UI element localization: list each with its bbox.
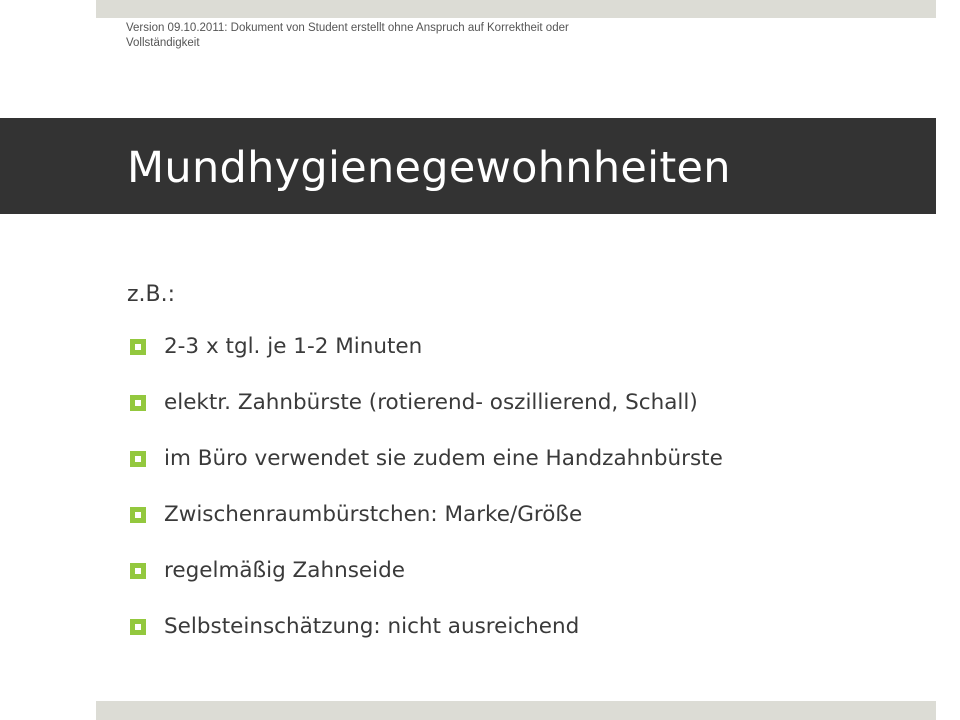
square-bullet-icon [130,451,146,467]
square-bullet-icon [130,395,146,411]
bullet-item [130,610,723,666]
bullet-item [130,442,723,498]
slide-title: Mundhygienegewohnheiten [127,143,731,193]
bullet-text: Zwischenraumbürstchen: Marke/Größe [164,502,583,527]
bullet-list [130,330,723,666]
square-bullet-icon [130,507,146,523]
bottom-decor-bar [96,701,936,720]
square-bullet-icon [130,339,146,355]
bullet-text: im Büro verwendet sie zudem eine Handzahnbürste [164,446,723,471]
version-note: Version 09.10.2011: Dokument von Student erstellt ohne Anspruch auf Korrektheit oder Vollständigkeit [126,22,569,49]
top-decor-bar [96,0,936,18]
square-bullet-icon [130,563,146,579]
bullet-item [130,554,723,610]
bullet-item [130,498,723,554]
bullet-text: regelmäßig Zahnseide [164,558,405,583]
bullet-text: elektr. Zahnbürste (rotierend- oszillierend, Schall) [164,390,698,415]
intro-text: z.B.: [127,282,176,307]
bullet-text: 2-3 x tgl. je 1-2 Minuten [164,334,423,359]
square-bullet-icon [130,619,146,635]
bullet-item [130,386,723,442]
bullet-item [130,330,723,386]
bullet-text: Selbsteinschätzung: nicht ausreichend [164,614,580,639]
